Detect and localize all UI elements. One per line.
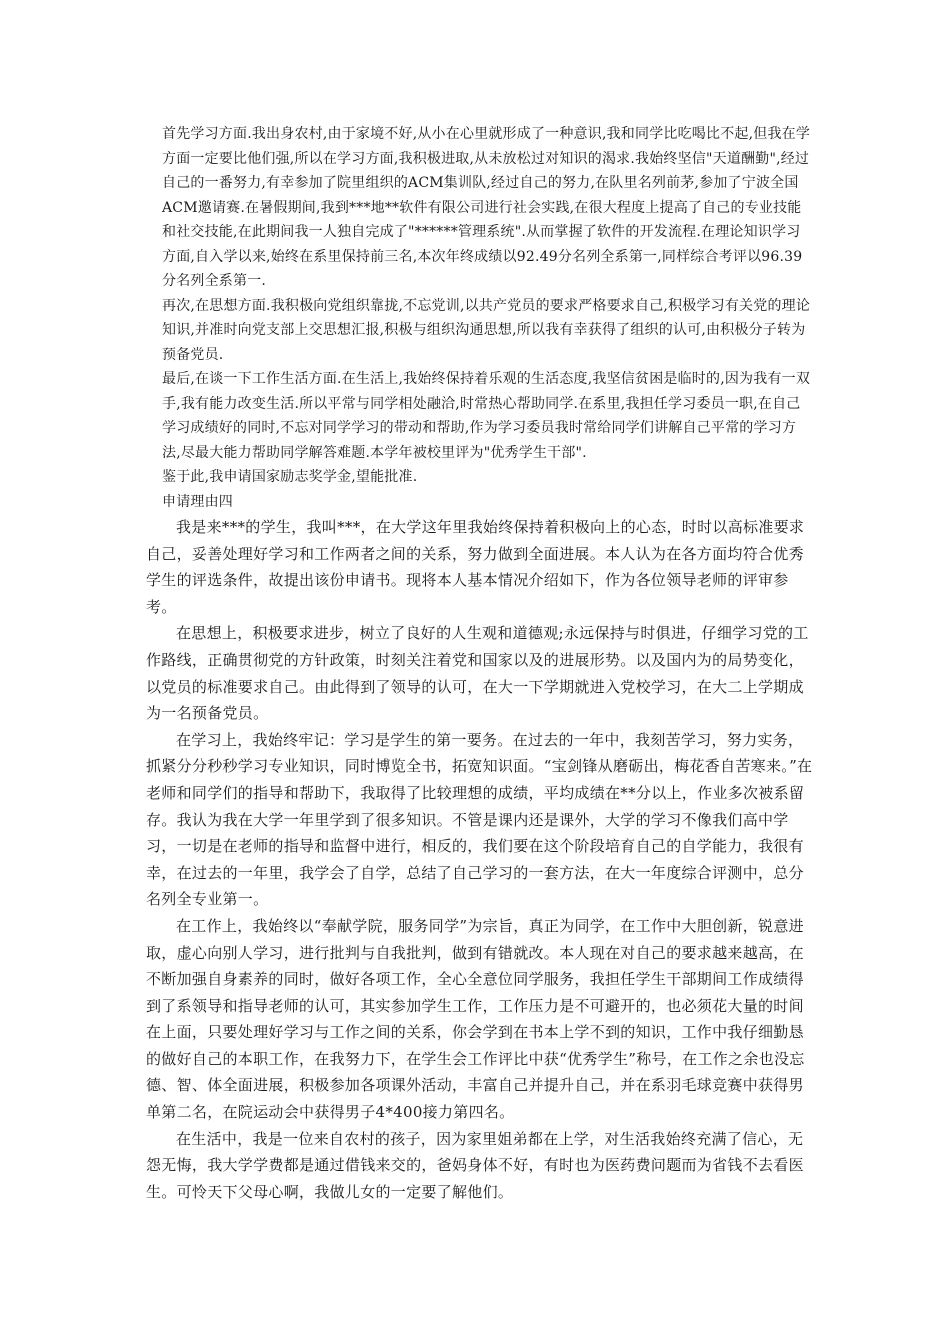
section-heading-reason-four: 申请理由四 bbox=[162, 493, 233, 510]
paragraph-request: 鉴于此,我申请国家励志奖学金,望能批准. bbox=[162, 469, 418, 485]
paragraph-ideology: 再次,在思想方面.我积极向党组织靠拢,不忘党训,以共产党员的要求严格要求自己,积极学习有关党的理论知识,并准时向党支部上交思想汇报,积极与组织沟通思想,所以我有幸获得了组织的认可,由积极分子转为预备党员. bbox=[162, 297, 811, 363]
document-page bbox=[146, 122, 814, 1205]
paragraph-work-life: 最后,在谈一下工作生活方面.在生活上,我始终保持着乐观的生活态度,我坚信贫困是临时的,因为我有一双手,我有能力改变生活.所以平常与同学相处融洽,时常热心帮助同学.在系里,我担任学习委员一职,在自己学习成绩好的同时,不忘对同学学习的带动和帮助,作为学习委员我时常给同学们讲解自己平常的学习方法,尽最大能力帮助同学解答难题.本学年被校里评为"优秀学生干部". bbox=[162, 371, 811, 461]
application-part-three bbox=[146, 122, 814, 514]
paragraph-thought: 在思想上，积极要求进步，树立了良好的人生观和道德观;永远保持与时俱进，仔细学习党的工作路线，正确贯彻党的方针政策，时刻关注着党和国家以及的进展形势。以及国内为的局势变化，以党员的标准要求自己。由此得到了领导的认可，在大一下学期就进入党校学习，在大二上学期成为一名预备党员。 bbox=[146, 624, 809, 723]
paragraph-learning: 在学习上，我始终牢记：学习是学生的第一要务。在过去的一年中，我刻苦学习，努力实务，抓紧分分秒秒学习专业知识，同时博览全书，拓宽知识面。“宝剑锋从磨砺出，梅花香自苦寒来。”在老师和同学们的指导和帮助下，我取得了比较理想的成绩，平均成绩在**分以上，作业多次被系留存。我认为我在大学一年里学到了很多知识。不管是课内还是课外，大学的学习不像我们高中学习，一切是在老师的指导和监督中进行，相反的，我们要在这个阶段培育自己的自学能力，我很有幸，在过去的一年里，我学会了自学，总结了自己学习的一套方法，在大一年度综合评测中，总分名列全专业第一。 bbox=[146, 730, 813, 909]
paragraph-work: 在工作上，我始终以“奉献学院，服务同学”为宗旨，真正为同学，在工作中大胆创新，锐意进取，虚心向别人学习，进行批判与自我批判，做到有错就改。本人现在对自己的要求越来越高，在不断加强自身素养的同时，做好各项工作，全心全意位同学服务，我担任学生干部期间工作成绩得到了系领导和指导老师的认可，其实参加学生工作，工作压力是不可避开的，也必须花大量的时间在上面，只要处理好学习与工作之间的关系，你会学到在书本上学不到的知识，工作中我仔细勤恳的做好自己的本职工作，在我努力下，在学生会工作评比中获“优秀学生”称号，在工作之余也没忘德、智、体全面进展，积极参加各项课外活动，丰富自己并提升自己，并在系羽毛球竞赛中获得男单第二名，在院运动会中获得男子4*400接力第四名。 bbox=[146, 916, 805, 1122]
paragraph-life: 在生活中，我是一位来自农村的孩子，因为家里姐弟都在上学，对生活我始终充满了信心，无怨无悔，我大学学费都是通过借钱来交的，爸妈身体不好，有时也为医药费问题而为省钱不去看医生。可怜天下父母心啊，我做儿女的一定要了解他们。 bbox=[146, 1129, 804, 1201]
paragraph-introduction: 我是来***的学生，我叫***，在大学这年里我始终保持着积极向上的心态，时时以高标准要求自己，妥善处理好学习和工作两者之间的关系，努力做到全面进展。本人认为在各方面均符合优秀学生的评选条件，故提出该份申请书。现将本人基本情况介绍如下，作为各位领导老师的评审参考。 bbox=[146, 518, 805, 616]
application-part-four bbox=[146, 514, 814, 1205]
paragraph-study: 首先学习方面.我出身农村,由于家境不好,从小在心里就形成了一种意识,我和同学比吃喝比不起,但我在学方面一定要比他们强,所以在学习方面,我积极进取,从未放松过对知识的渴求.我始终坚信"天道酬勤",经过自己的一番努力,有幸参加了院里组织的ACM集训队,经过自己的努力,在队里名列前茅,参加了宁波全国ACM邀请赛.在暑假期间,我到***地**软件有限公司进行社会实践,在很大程度上提高了自己的专业技能和社交技能,在此期间我一人独自完成了"******管理系统".从而掌握了软件的开发流程.在理论知识学习方面,自入学以来,始终在系里保持前三名,本次年终成绩以92.49分名列全系第一,同样综合考评以96.39分名列全系第一. bbox=[162, 126, 811, 289]
